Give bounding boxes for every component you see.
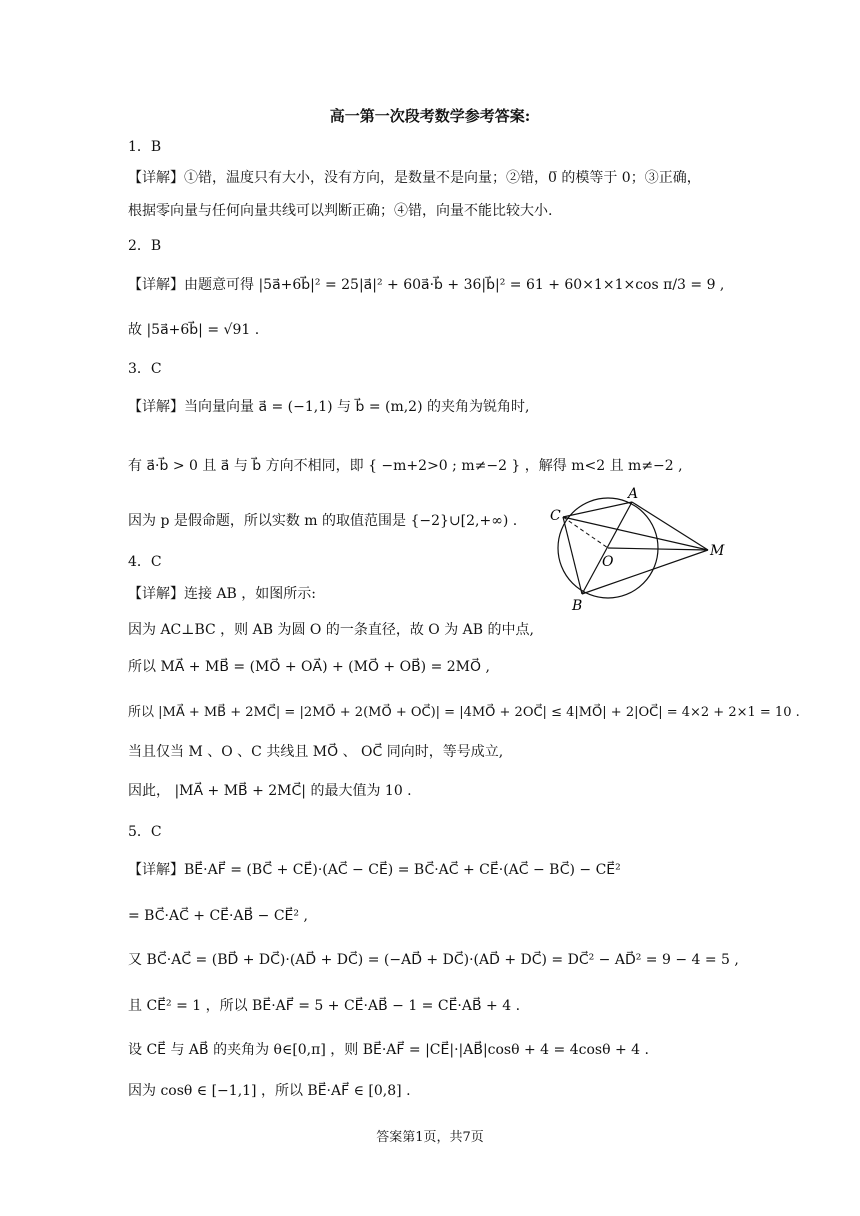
q5-explanation-line2: = BC⃗·AC⃗ + CE⃗·AB⃗ − CE⃗² , (128, 908, 308, 924)
q4-number: 4．C (128, 554, 162, 570)
label-m: M (710, 543, 725, 559)
q4-explanation-line5: 当且仅当 M 、O 、C 共线且 MO⃗ 、 OC⃗ 同向时，等号成立, (128, 744, 504, 760)
label-b: B (572, 598, 583, 614)
segment-bm (582, 550, 708, 594)
q1-explanation-line2: 根据零向量与任何向量共线可以判断正确；④错，向量不能比较大小. (128, 203, 553, 219)
label-o: O (602, 554, 614, 570)
label-c: C (550, 508, 561, 524)
q5-explanation-line1: 【详解】BE⃗·AF⃗ = (BC⃗ + CE⃗)·(AC⃗ − CE⃗) = BC⃗·AC⃗ + CE⃗·(AC⃗ − BC⃗) − CE⃗² (128, 862, 621, 878)
q5-number: 5．C (128, 824, 162, 840)
q4-explanation-line6: 因此， |MA⃗ + MB⃗ + 2MC⃗| 的最大值为 10 . (128, 783, 412, 799)
q5-explanation-line6: 因为 cosθ ∈ [−1,1] ，所以 BE⃗·AF⃗ ∈ [0,8] . (128, 1083, 411, 1099)
page-footer: 答案第1页，共7页 (376, 1130, 484, 1145)
q2-number: 2．B (128, 238, 162, 254)
segment-cm (563, 517, 708, 550)
q2-explanation-line2: 故 |5a⃗+6b⃗| = √91 . (128, 322, 260, 338)
q5-explanation-line5: 设 CE⃗ 与 AB⃗ 的夹角为 θ∈[0,π] ，则 BE⃗·AF⃗ = |CE⃗|·|AB⃗|cosθ + 4 = 4cosθ + 4 . (128, 1042, 649, 1058)
q3-explanation-line1: 【详解】当向量向量 a⃗ = (−1,1) 与 b⃗ = (m,2) 的夹角为锐角时, (128, 399, 530, 415)
q4-explanation-line3: 所以 MA⃗ + MB⃗ = (MO⃗ + OA⃗) + (MO⃗ + OB⃗) = 2MO⃗ , (128, 659, 490, 675)
q4-explanation-line1: 【详解】连接 AB ，如图所示: (128, 586, 317, 602)
q4-explanation-line2: 因为 AC⊥BC ，则 AB 为圆 O 的一条直径，故 O 为 AB 的中点, (128, 622, 534, 638)
circle-geometry-figure (540, 484, 740, 614)
q2-explanation-line1: 【详解】由题意可得 |5a⃗+6b⃗|² = 25|a⃗|² + 60a⃗·b⃗ + 36|b⃗|² = 61 + 60×1×1×cos π/3 = 9 , (128, 277, 725, 293)
q1-explanation-line1: 【详解】①错，温度只有大小，没有方向，是数量不是向量；②错，0̅ 的模等于 0；③正确， (128, 170, 701, 186)
q1-number: 1．B (128, 139, 162, 155)
segment-ca (563, 502, 632, 517)
page-title: 高一第一次段考数学参考答案: (329, 107, 531, 125)
q4-explanation-line4: 所以 |MA⃗ + MB⃗ + 2MC⃗| = |2MO⃗ + 2(MO⃗ + OC⃗)| = |4MO⃗ + 2OC⃗| ≤ 4|MO⃗| + 2|OC⃗| = 4×2 + 2×1 = 10 . (128, 705, 800, 720)
label-a: A (628, 486, 639, 502)
q3-number: 3．C (128, 361, 162, 377)
segment-am (632, 502, 708, 550)
q5-explanation-line3: 又 BC⃗·AC⃗ = (BD⃗ + DC⃗)·(AD⃗ + DC⃗) = (−AD⃗ + DC⃗)·(AD⃗ + DC⃗) = DC⃗² − AD⃗² = 9 − 4 = 5 , (128, 952, 739, 968)
q3-explanation-line3: 因为 p 是假命题，所以实数 m 的取值范围是 {−2}∪[2,+∞) . (128, 513, 518, 529)
q3-explanation-line2: 有 a⃗·b⃗ > 0 且 a⃗ 与 b⃗ 方向不相同，即 { −m+2>0 ; m≠−2 } ，解得 m<2 且 m≠−2 , (128, 458, 683, 474)
q5-explanation-line4: 且 CE⃗² = 1 ，所以 BE⃗·AF⃗ = 5 + CE⃗·AB⃗ − 1 = CE⃗·AB⃗ + 4 . (128, 998, 521, 1014)
